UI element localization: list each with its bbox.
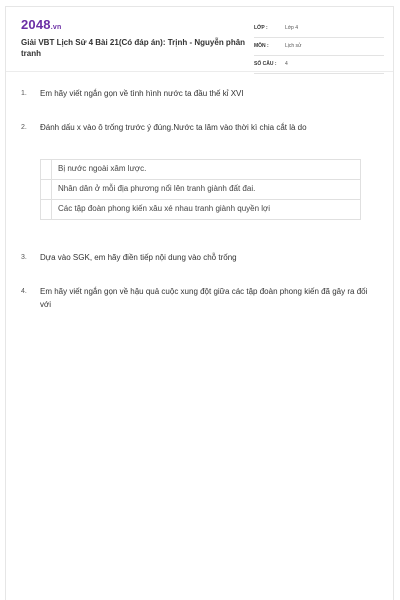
page-header bbox=[6, 7, 393, 71]
site-logo[interactable]: 2048.vn bbox=[21, 17, 62, 32]
question-text: Dựa vào SGK, em hãy điền tiếp nội dung vào chỗ trống bbox=[40, 253, 237, 262]
answer-checkbox[interactable] bbox=[41, 160, 52, 179]
meta-label: LỚP : bbox=[254, 25, 268, 31]
answer-checkbox[interactable] bbox=[41, 180, 52, 199]
answer-options bbox=[40, 159, 361, 220]
header-divider bbox=[6, 71, 393, 72]
question-number: 1. bbox=[21, 90, 27, 97]
question-number: 3. bbox=[21, 254, 27, 261]
answer-checkbox[interactable] bbox=[41, 200, 52, 219]
meta-label: MÔN : bbox=[254, 43, 269, 49]
meta-info bbox=[254, 20, 384, 74]
answer-option-text: Nhân dân ở mỗi địa phương nổi lên tranh giành đất đai. bbox=[58, 184, 256, 193]
answer-option[interactable] bbox=[40, 180, 361, 200]
answer-option[interactable] bbox=[40, 160, 361, 180]
document-title: Giải VBT Lịch Sử 4 Bài 21(Có đáp án): Trịnh - Nguyễn phân tranh bbox=[21, 38, 246, 58]
answer-option-text: Các tập đoàn phong kiến xâu xé nhau tranh giành quyền lợi bbox=[58, 204, 271, 213]
question-text: Em hãy viết ngắn gọn về hậu quả cuộc xung đột giữa các tập đoàn phong kiến đã gây ra đối với bbox=[40, 287, 368, 309]
answer-option-text: Bị nước ngoài xâm lược. bbox=[58, 164, 147, 173]
meta-row-grade bbox=[254, 20, 384, 38]
question-number: 4. bbox=[21, 288, 27, 295]
meta-value: Lịch sử bbox=[285, 43, 302, 49]
meta-value: 4 bbox=[285, 61, 288, 67]
question-number: 2. bbox=[21, 124, 27, 131]
meta-row-subject bbox=[254, 38, 384, 56]
worksheet-page bbox=[5, 6, 394, 600]
question-text: Em hãy viết ngắn gọn về tình hình nước ta đầu thế kỉ XVI bbox=[40, 89, 244, 98]
question-text: Đánh dấu x vào ô trống trước ý đúng.Nước ta lâm vào thời kì chia cắt là do bbox=[40, 123, 307, 132]
meta-value: Lớp 4 bbox=[285, 25, 299, 31]
answer-option[interactable] bbox=[40, 200, 361, 220]
meta-label: SỐ CÂU : bbox=[254, 61, 277, 67]
